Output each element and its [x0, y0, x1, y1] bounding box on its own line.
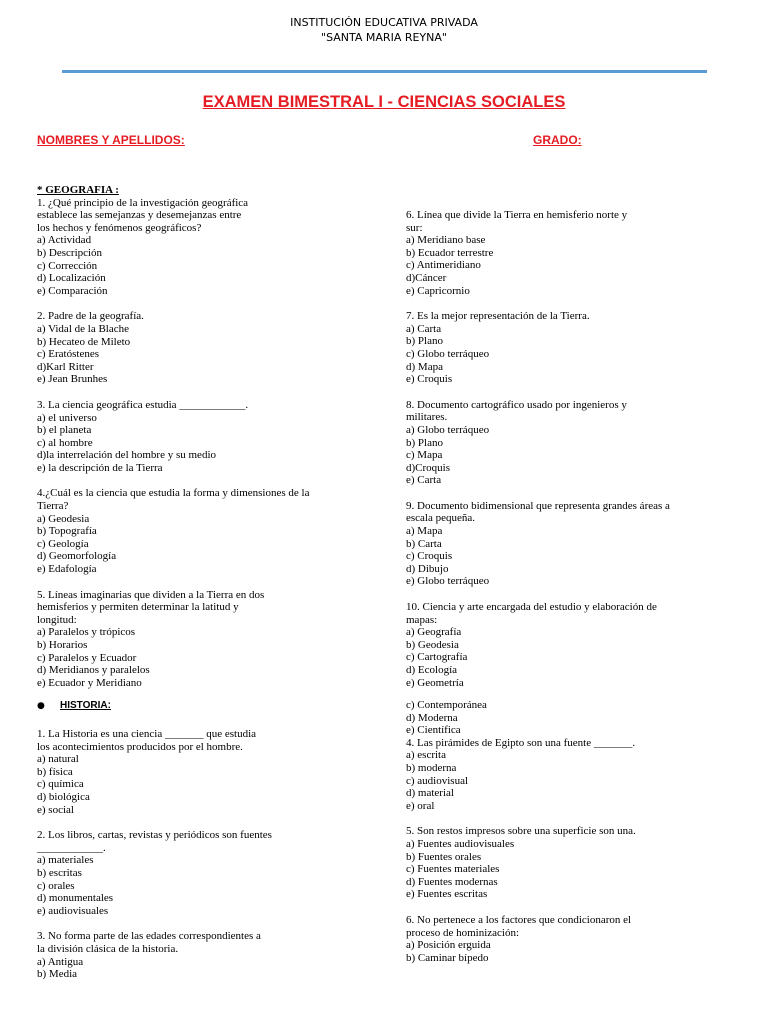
answer-option: c) al hombre — [37, 436, 93, 449]
answer-option: c) Croquis — [406, 550, 453, 563]
question-text: 3. No forma parte de las edades correspondientes a — [37, 930, 261, 943]
answer-option: b) Geodesia — [406, 638, 459, 651]
question-block — [406, 310, 736, 386]
answer-option: d) Meridianos y paralelos — [37, 664, 150, 677]
geo-question-list-right — [406, 209, 736, 689]
answer-option: d) material — [406, 787, 454, 800]
question-text: 8. Documento cartográfico usado por ingenieros y — [406, 398, 627, 411]
answer-option: a) Actividad — [37, 234, 92, 247]
answer-option: a) escrita — [406, 749, 446, 762]
answer-option: a) el universo — [37, 411, 97, 424]
answer-option: b) el planeta — [37, 424, 92, 437]
answer-option: a) Vidal de la Blache — [37, 322, 129, 335]
answer-option: a) Carta — [406, 322, 442, 335]
grade-label: GRADO: — [533, 133, 582, 147]
exam-title: EXAMEN BIMESTRAL I - CIENCIAS SOCIALES — [202, 93, 566, 111]
answer-option: e) Globo terráqueo — [406, 575, 490, 588]
question-block — [37, 399, 367, 475]
geography-questions-right — [406, 209, 736, 689]
answer-option: e) oral — [406, 799, 435, 812]
answer-option: d)la interrelación del hombre y su medio — [37, 449, 216, 462]
answer-option: b) física — [37, 765, 73, 778]
question-text: 6. No pertenece a los factores que condicionaron el — [406, 913, 632, 926]
answer-option: d) biológica — [37, 790, 90, 803]
answer-option: e) audiovisuales — [37, 904, 109, 917]
answer-option: e) Jean Brunhes — [37, 373, 108, 386]
answer-option: e) Croquis — [406, 373, 453, 386]
answer-option: d) Mapa — [406, 360, 443, 373]
answer-option: a) Geografía — [406, 626, 462, 639]
question-text: escala pequeña. — [406, 512, 476, 525]
answer-option: b) Descripción — [37, 246, 103, 259]
answer-option: d) Localización — [37, 272, 106, 285]
answer-option: e) Ecuador y Meridiano — [37, 676, 142, 689]
answer-option: e) la descripción de la Tierra — [37, 461, 163, 474]
answer-option: e) Carta — [406, 474, 442, 487]
question-text: proceso de hominización: — [406, 926, 520, 939]
hist-question-list-right — [406, 737, 736, 965]
question-block — [37, 487, 367, 575]
geo-question-list-left — [37, 197, 367, 690]
answer-option: c) Globo terráqueo — [406, 347, 490, 360]
answer-option: d)Karl Ritter — [37, 360, 94, 373]
school-name: "SANTA MARIA REYNA" — [321, 31, 447, 44]
question-text: sur: — [406, 221, 423, 234]
answer-option: c) Eratóstenes — [37, 348, 99, 361]
answer-option: a) Antigua — [37, 955, 84, 968]
question-text: 1. ¿Qué principio de la investigación geográfica — [37, 196, 249, 209]
section-geography: * GEOGRAFIA : — [37, 184, 119, 196]
question-block — [406, 601, 736, 689]
answer-option: b) Hecateo de Mileto — [37, 335, 131, 348]
answer-option: a) natural — [37, 753, 79, 766]
question-block — [37, 829, 367, 917]
question-text: los hechos y fenómenos geográficos? — [37, 221, 202, 234]
answer-option: a) Paralelos y trópicos — [37, 626, 136, 639]
answer-option: a) Fuentes audiovisuales — [406, 837, 515, 850]
hist-question-3-continued — [406, 699, 736, 737]
answer-option: d) Dibujo — [406, 562, 449, 575]
answer-option: b) moderna — [406, 761, 457, 774]
answer-option: c) química — [37, 778, 84, 791]
answer-option: e) Geometría — [406, 676, 464, 689]
question-text: 1. La Historia es una ciencia _______ que estudia — [37, 728, 257, 740]
answer-option: e) Científica — [406, 724, 461, 737]
answer-option: d)Croquis — [406, 461, 450, 474]
question-text: 4.¿Cuál es la ciencia que estudia la forma y dimensiones de la — [37, 487, 310, 500]
question-block — [406, 737, 736, 813]
question-block — [37, 589, 367, 690]
answer-option: d) Ecología — [406, 664, 458, 676]
answer-option: b) escritas — [37, 866, 82, 879]
answer-option: c) Fuentes materiales — [406, 863, 500, 876]
question-text: ____________. — [37, 841, 106, 854]
question-text: 5. Son restos impresos sobre una superficie son una. — [406, 825, 636, 838]
question-text: hemisferios y permiten determinar la latitud y — [37, 601, 239, 614]
answer-option: b) Horarios — [37, 639, 88, 651]
geography-questions-left — [37, 184, 367, 689]
question-text: 5. Líneas imaginarias que dividen a la Tierra en dos — [37, 588, 265, 601]
history-questions-right — [406, 699, 736, 964]
question-text: longitud: — [37, 613, 77, 626]
question-text: Tierra? — [37, 500, 69, 513]
answer-option: b) Topografía — [37, 525, 97, 538]
question-text: 7. Es la mejor representación de la Tierra. — [406, 310, 590, 323]
answer-option: d) Fuentes modernas — [406, 875, 498, 888]
question-block — [37, 930, 367, 980]
question-block — [406, 399, 736, 487]
question-text: 6. Línea que divide la Tierra en hemisferio norte y — [406, 209, 628, 221]
question-block — [37, 728, 367, 816]
answer-option: b) Plano — [406, 335, 443, 348]
answer-option: c) Contemporánea — [406, 699, 487, 711]
section-history: HISTORIA: — [60, 700, 111, 711]
answer-option: a) Geodesia — [37, 512, 90, 525]
hist-question-list-left — [37, 728, 367, 981]
answer-option: b) Caminar bípedo — [406, 951, 489, 964]
answer-option: b) Carta — [406, 537, 442, 550]
answer-option: c) Antimeridiano — [406, 259, 481, 272]
answer-option: b) Media — [37, 968, 78, 981]
question-text: 3. La ciencia geográfica estudia ____________. — [37, 398, 249, 411]
answer-option: c) Geología — [37, 537, 89, 550]
answer-option: c) Paralelos y Ecuador — [37, 651, 137, 664]
bullet-icon: ● — [37, 701, 45, 711]
question-text: 2. Padre de la geografía. — [37, 310, 144, 323]
answer-option: c) Cartografía — [406, 651, 468, 664]
question-text: militares. — [406, 411, 448, 424]
answer-option: d) Geomorfología — [37, 550, 117, 563]
question-text: 4. Las pirámides de Egipto son una fuente _______. — [406, 736, 636, 749]
question-text: los acontecimientos producidos por el hombre. — [37, 740, 243, 753]
names-label: NOMBRES Y APELLIDOS: — [37, 133, 185, 147]
answer-option: d) Moderna — [406, 711, 458, 724]
question-block — [406, 825, 736, 901]
answer-option: e) Capricornio — [406, 284, 470, 297]
answer-option: d)Cáncer — [406, 271, 447, 284]
question-text: mapas: — [406, 613, 438, 626]
question-block — [406, 209, 736, 297]
answer-option: a) Posición erguida — [406, 939, 491, 952]
answer-option: c) Mapa — [406, 449, 443, 462]
answer-option: e) Edafología — [37, 563, 97, 576]
question-block — [37, 197, 367, 298]
answer-option: c) audiovisual — [406, 774, 469, 787]
question-text: 9. Documento bidimensional que representa grandes áreas a — [406, 499, 670, 512]
answer-option: a) Globo terráqueo — [406, 423, 490, 436]
question-text: 10. Ciencia y arte encargada del estudio y elaboración de — [406, 601, 657, 614]
answer-option: b) Ecuador terrestre — [406, 246, 494, 259]
answer-option: d) monumentales — [37, 892, 114, 905]
answer-option: a) Mapa — [406, 525, 443, 538]
history-questions-left — [37, 728, 367, 981]
answer-option: a) materiales — [37, 854, 94, 867]
answer-option: b) Fuentes orales — [406, 850, 482, 863]
institution-line: INSTITUCIÓN EDUCATIVA PRIVADA — [290, 16, 478, 29]
question-text: establece las semejanzas y desemejanzas entre — [37, 209, 242, 222]
answer-option: c) orales — [37, 879, 75, 892]
question-block — [406, 914, 736, 964]
question-text: 2. Los libros, cartas, revistas y periódicos son fuentes — [37, 829, 272, 842]
question-text: la división clásica de la historia. — [37, 942, 179, 955]
header-divider — [62, 70, 707, 73]
question-block — [406, 500, 736, 588]
answer-option: c) Corrección — [37, 259, 98, 272]
answer-option: e) Fuentes escritas — [406, 888, 488, 901]
answer-option: b) Plano — [406, 436, 443, 449]
answer-option: e) Comparación — [37, 284, 108, 297]
answer-option: a) Meridiano base — [406, 234, 486, 247]
answer-option: e) social — [37, 803, 74, 816]
question-block — [37, 310, 367, 386]
